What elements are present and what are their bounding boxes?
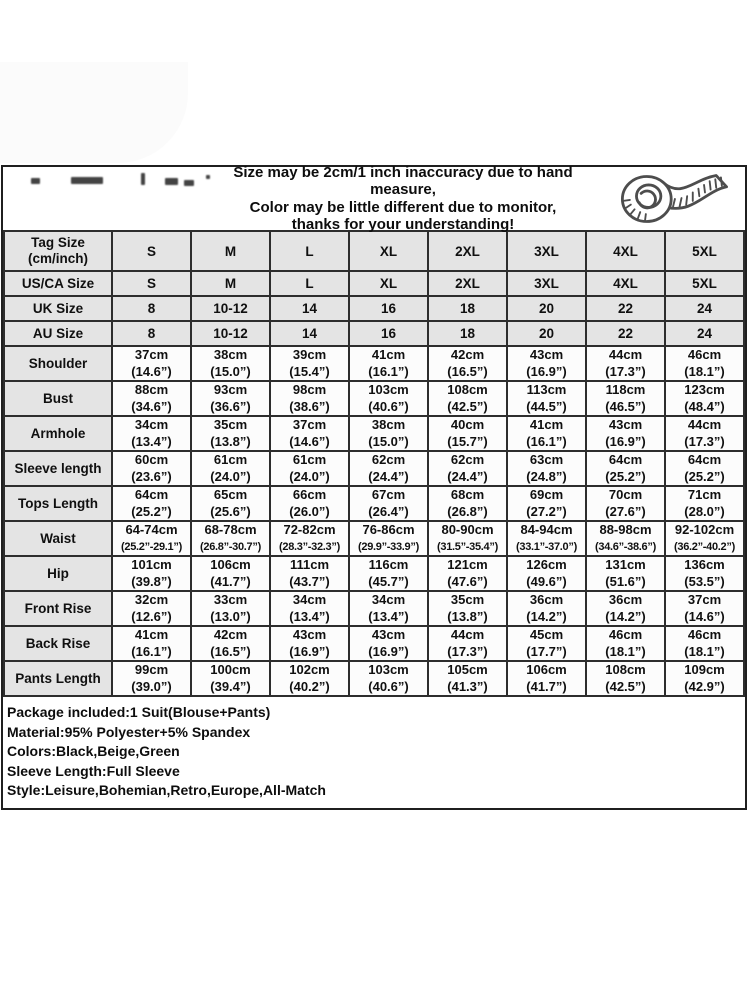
cropped-photo-ghost [0, 62, 188, 163]
cell-front-rise-2xl: 35cm (13.8”) [428, 591, 507, 626]
cell-uk-size-2xl: 18 [428, 296, 507, 321]
cell-pants-length-xl: 103cm (40.6”) [349, 661, 428, 696]
cell-hip-l: 111cm (43.7”) [270, 556, 349, 591]
cell-waist-xl: 76-86cm (29.9”-33.9”) [349, 521, 428, 556]
cell-us-ca-size-3xl: 3XL [507, 271, 586, 296]
cell-bust-xl: 103cm (40.6”) [349, 381, 428, 416]
cell-front-rise-5xl: 37cm (14.6”) [665, 591, 744, 626]
cell-waist-3xl: 84-94cm (33.1”-37.0”) [507, 521, 586, 556]
cell-armhole-s: 34cm (13.4”) [112, 416, 191, 451]
cell-bust-2xl: 108cm (42.5”) [428, 381, 507, 416]
cell-waist-l: 72-82cm (28.3”-32.3”) [270, 521, 349, 556]
cell-tops-length-2xl: 68cm (26.8”) [428, 486, 507, 521]
table-row-bust [4, 381, 744, 416]
size-chart-table [3, 230, 745, 697]
row-label-armhole: Armhole [4, 416, 112, 451]
cell-au-size-l: 14 [270, 321, 349, 346]
cell-armhole-l: 37cm (14.6”) [270, 416, 349, 451]
cell-waist-5xl: 92-102cm (36.2”-40.2”) [665, 521, 744, 556]
cell-au-size-s: 8 [112, 321, 191, 346]
cell-waist-s: 64-74cm (25.2”-29.1”) [112, 521, 191, 556]
cell-tops-length-s: 64cm (25.2”) [112, 486, 191, 521]
table-row-us-ca-size [4, 271, 744, 296]
cell-front-rise-s: 32cm (12.6”) [112, 591, 191, 626]
note-line: Sleeve Length:Full Sleeve [7, 762, 180, 779]
cell-pants-length-4xl: 108cm (42.5”) [586, 661, 665, 696]
table-row-back-rise [4, 626, 744, 661]
cell-armhole-m: 35cm (13.8”) [191, 416, 270, 451]
cell-tops-length-xl: 67cm (26.4”) [349, 486, 428, 521]
cell-back-rise-4xl: 46cm (18.1”) [586, 626, 665, 661]
cell-us-ca-size-m: M [191, 271, 270, 296]
table-row-tops-length [4, 486, 744, 521]
table-row-uk-size [4, 296, 744, 321]
cell-hip-xl: 116cm (45.7”) [349, 556, 428, 591]
row-label-tag-size: Tag Size (cm/inch) [4, 231, 112, 271]
cell-armhole-xl: 38cm (15.0”) [349, 416, 428, 451]
row-label-tops-length: Tops Length [4, 486, 112, 521]
cell-us-ca-size-4xl: 4XL [586, 271, 665, 296]
cell-tag-size-5xl: 5XL [665, 231, 744, 271]
row-label-sleeve-length: Sleeve length [4, 451, 112, 486]
cell-tag-size-4xl: 4XL [586, 231, 665, 271]
cell-bust-s: 88cm (34.6”) [112, 381, 191, 416]
cell-sleeve-length-4xl: 64cm (25.2”) [586, 451, 665, 486]
cell-front-rise-l: 34cm (13.4”) [270, 591, 349, 626]
cell-front-rise-m: 33cm (13.0”) [191, 591, 270, 626]
cell-armhole-3xl: 41cm (16.1”) [507, 416, 586, 451]
size-chart-sheet [1, 165, 747, 810]
cell-hip-5xl: 136cm (53.5”) [665, 556, 744, 591]
cell-armhole-4xl: 43cm (16.9”) [586, 416, 665, 451]
cell-shoulder-xl: 41cm (16.1”) [349, 346, 428, 381]
size-chart-body [4, 231, 744, 696]
row-label-waist: Waist [4, 521, 112, 556]
row-label-back-rise: Back Rise [4, 626, 112, 661]
cell-tag-size-s: S [112, 231, 191, 271]
cell-armhole-2xl: 40cm (15.7”) [428, 416, 507, 451]
cell-uk-size-xl: 16 [349, 296, 428, 321]
notice-line-3: thanks for your understanding! [291, 216, 515, 233]
row-label-bust: Bust [4, 381, 112, 416]
cell-hip-s: 101cm (39.8”) [112, 556, 191, 591]
cell-pants-length-l: 102cm (40.2”) [270, 661, 349, 696]
row-label-front-rise: Front Rise [4, 591, 112, 626]
note-line: Material:95% Polyester+5% Spandex [7, 723, 251, 740]
cell-tag-size-2xl: 2XL [428, 231, 507, 271]
cell-us-ca-size-xl: XL [349, 271, 428, 296]
note-line: Colors:Black,Beige,Green [7, 743, 180, 760]
cell-uk-size-3xl: 20 [507, 296, 586, 321]
cell-shoulder-3xl: 43cm (16.9”) [507, 346, 586, 381]
cell-pants-length-3xl: 106cm (41.7”) [507, 661, 586, 696]
cell-back-rise-xl: 43cm (16.9”) [349, 626, 428, 661]
cell-shoulder-5xl: 46cm (18.1”) [665, 346, 744, 381]
cell-us-ca-size-2xl: 2XL [428, 271, 507, 296]
cell-shoulder-m: 38cm (15.0”) [191, 346, 270, 381]
row-label-us-ca-size: US/CA Size [4, 271, 112, 296]
row-label-au-size: AU Size [4, 321, 112, 346]
table-row-hip [4, 556, 744, 591]
cell-sleeve-length-3xl: 63cm (24.8”) [507, 451, 586, 486]
cell-sleeve-length-s: 60cm (23.6”) [112, 451, 191, 486]
table-row-au-size [4, 321, 744, 346]
cell-sleeve-length-l: 61cm (24.0”) [270, 451, 349, 486]
cell-front-rise-xl: 34cm (13.4”) [349, 591, 428, 626]
cell-us-ca-size-5xl: 5XL [665, 271, 744, 296]
cell-back-rise-5xl: 46cm (18.1”) [665, 626, 744, 661]
cell-shoulder-2xl: 42cm (16.5”) [428, 346, 507, 381]
note-line: Package included:1 Suit(Blouse+Pants) [7, 704, 271, 720]
cell-hip-4xl: 131cm (51.6”) [586, 556, 665, 591]
cell-sleeve-length-5xl: 64cm (25.2”) [665, 451, 744, 486]
cell-bust-3xl: 113cm (44.5”) [507, 381, 586, 416]
cell-back-rise-m: 42cm (16.5”) [191, 626, 270, 661]
table-row-armhole [4, 416, 744, 451]
row-label-uk-size: UK Size [4, 296, 112, 321]
cell-sleeve-length-2xl: 62cm (24.4”) [428, 451, 507, 486]
product-notes [3, 697, 745, 808]
note-line: Style:Leisure,Bohemian,Retro,Europe,All-Match [7, 782, 326, 799]
cell-waist-m: 68-78cm (26.8”-30.7”) [191, 521, 270, 556]
cell-tops-length-l: 66cm (26.0”) [270, 486, 349, 521]
row-label-shoulder: Shoulder [4, 346, 112, 381]
cell-waist-2xl: 80-90cm (31.5”-35.4”) [428, 521, 507, 556]
cell-tag-size-xl: XL [349, 231, 428, 271]
cell-bust-5xl: 123cm (48.4”) [665, 381, 744, 416]
cell-tag-size-l: L [270, 231, 349, 271]
cell-tops-length-4xl: 70cm (27.6”) [586, 486, 665, 521]
cell-au-size-5xl: 24 [665, 321, 744, 346]
cell-au-size-m: 10-12 [191, 321, 270, 346]
cell-front-rise-3xl: 36cm (14.2”) [507, 591, 586, 626]
notice-line-1: Size may be 2cm/1 inch inaccuracy due to hand measure, [233, 163, 573, 198]
table-row-sleeve-length [4, 451, 744, 486]
cell-pants-length-s: 99cm (39.0”) [112, 661, 191, 696]
notice-text [203, 164, 603, 234]
notice-band [3, 163, 745, 233]
cell-au-size-2xl: 18 [428, 321, 507, 346]
faded-logo-marks [3, 167, 203, 230]
cell-shoulder-s: 37cm (14.6”) [112, 346, 191, 381]
cell-uk-size-5xl: 24 [665, 296, 744, 321]
cell-pants-length-m: 100cm (39.4”) [191, 661, 270, 696]
cell-back-rise-s: 41cm (16.1”) [112, 626, 191, 661]
cell-sleeve-length-xl: 62cm (24.4”) [349, 451, 428, 486]
cell-back-rise-3xl: 45cm (17.7”) [507, 626, 586, 661]
cell-us-ca-size-l: L [270, 271, 349, 296]
cell-sleeve-length-m: 61cm (24.0”) [191, 451, 270, 486]
cell-uk-size-4xl: 22 [586, 296, 665, 321]
cell-back-rise-2xl: 44cm (17.3”) [428, 626, 507, 661]
cell-shoulder-4xl: 44cm (17.3”) [586, 346, 665, 381]
cell-pants-length-2xl: 105cm (41.3”) [428, 661, 507, 696]
notice-line-2: Color may be little different due to monitor, [249, 198, 557, 216]
cell-tag-size-m: M [191, 231, 270, 271]
table-row-waist [4, 521, 744, 556]
cell-hip-3xl: 126cm (49.6”) [507, 556, 586, 591]
cell-hip-2xl: 121cm (47.6”) [428, 556, 507, 591]
cell-shoulder-l: 39cm (15.4”) [270, 346, 349, 381]
cell-hip-m: 106cm (41.7”) [191, 556, 270, 591]
cell-back-rise-l: 43cm (16.9”) [270, 626, 349, 661]
row-label-pants-length: Pants Length [4, 661, 112, 696]
table-row-pants-length [4, 661, 744, 696]
table-row-tag-size [4, 231, 744, 271]
cell-tag-size-3xl: 3XL [507, 231, 586, 271]
cell-pants-length-5xl: 109cm (42.9”) [665, 661, 744, 696]
cell-tops-length-5xl: 71cm (28.0”) [665, 486, 744, 521]
cell-waist-4xl: 88-98cm (34.6”-38.6”) [586, 521, 665, 556]
row-label-hip: Hip [4, 556, 112, 591]
cell-front-rise-4xl: 36cm (14.2”) [586, 591, 665, 626]
cell-uk-size-m: 10-12 [191, 296, 270, 321]
cell-tops-length-3xl: 69cm (27.2”) [507, 486, 586, 521]
cell-uk-size-l: 14 [270, 296, 349, 321]
cell-us-ca-size-s: S [112, 271, 191, 296]
cell-bust-l: 98cm (38.6”) [270, 381, 349, 416]
cell-au-size-3xl: 20 [507, 321, 586, 346]
cell-tops-length-m: 65cm (25.6”) [191, 486, 270, 521]
cell-bust-m: 93cm (36.6”) [191, 381, 270, 416]
table-row-front-rise [4, 591, 744, 626]
cell-au-size-xl: 16 [349, 321, 428, 346]
cell-armhole-5xl: 44cm (17.3”) [665, 416, 744, 451]
cell-uk-size-s: 8 [112, 296, 191, 321]
cell-bust-4xl: 118cm (46.5”) [586, 381, 665, 416]
table-row-shoulder [4, 346, 744, 381]
cell-au-size-4xl: 22 [586, 321, 665, 346]
measuring-tape-icon [603, 168, 745, 230]
